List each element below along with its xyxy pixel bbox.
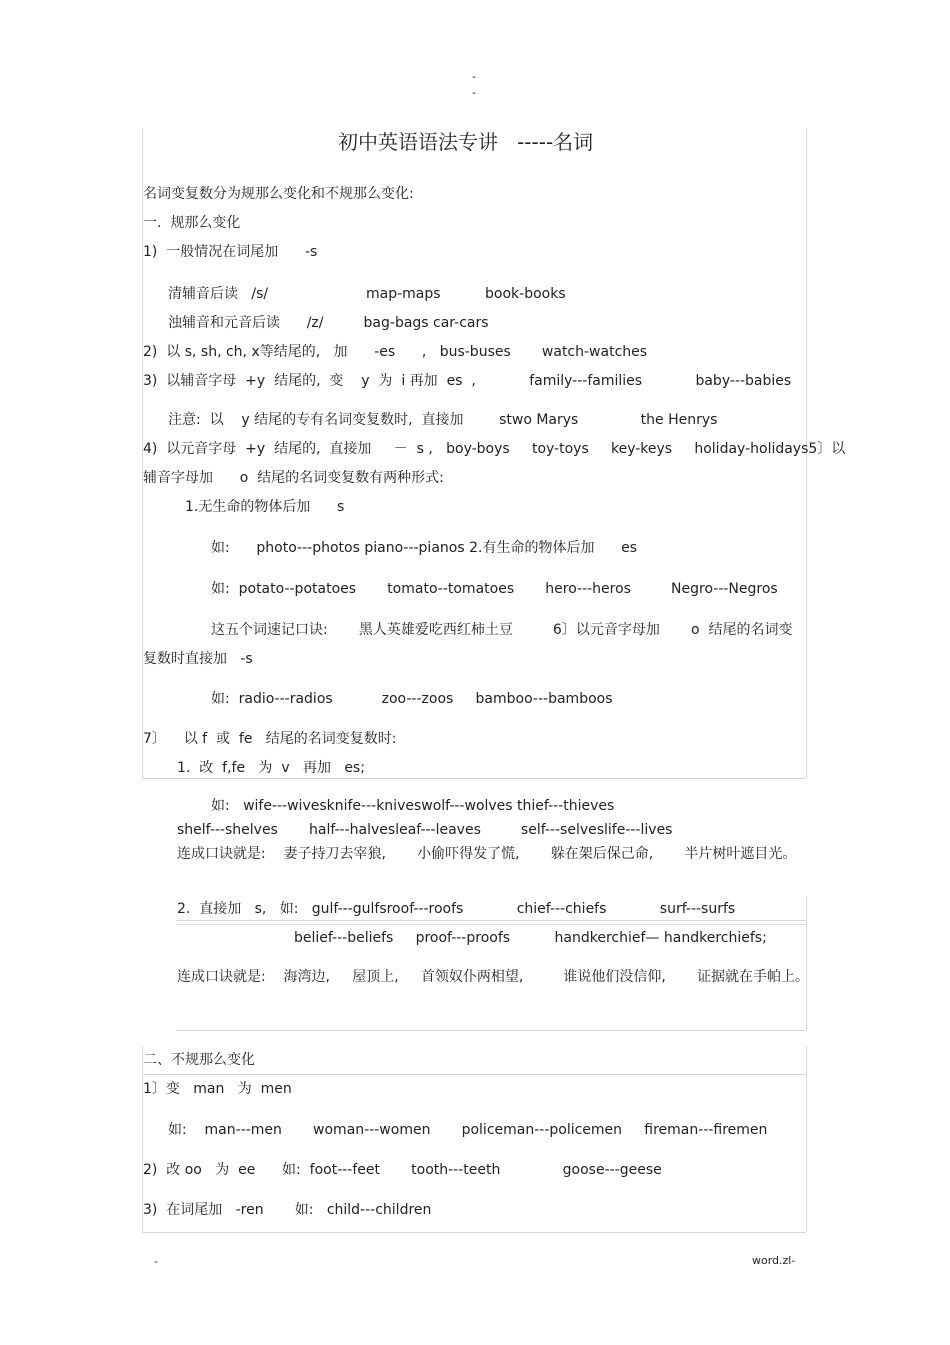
text-line-13: 如: potato--potatoes tomato--tomatoes hero---heros Negro---Negros bbox=[211, 581, 778, 597]
box-divider-2a bbox=[176, 920, 806, 921]
text-line-21: 连成口诀就是: 妻子持刀去宰狼, 小偷吓得发了慌, 躲在架后保己命, 半片树叶遮目光。 bbox=[177, 846, 797, 862]
box-bottom-border-3 bbox=[142, 1232, 806, 1233]
text-line-8: 注意: 以 y 结尾的专有名词变复数时, 直接加 stwo Marys the Henrys bbox=[168, 412, 718, 428]
text-line-20: shelf---shelves half---halvesleaf---leaves self---selveslife---lives bbox=[177, 822, 673, 838]
text-line-7: 3) 以辅音字母 +y 结尾的, 变 y 为 i 再加 es , family---families baby---babies bbox=[143, 373, 792, 389]
text-line-29: 3) 在词尾加 -ren 如: child---children bbox=[143, 1202, 432, 1218]
text-line-16: 如: radio---radios zoo---zoos bamboo---bamboos bbox=[211, 691, 613, 707]
box-right-border-2 bbox=[806, 896, 807, 1030]
text-line-1: 名词变复数分为规那么变化和不规那么变化: bbox=[143, 186, 414, 202]
text-line-5: 浊辅音和元音后读 /z/ bag-bags car-cars bbox=[168, 315, 489, 331]
text-line-12: 如: photo---photos piano---pianos 2.有生命的物体后加 es bbox=[211, 540, 638, 556]
text-line-19: 如: wife---wivesknife---kniveswolf---wolves thief---thieves bbox=[211, 798, 615, 814]
text-line-25: 二、不规那么变化 bbox=[143, 1052, 255, 1068]
box-bottom-border-1 bbox=[142, 778, 806, 779]
text-line-24: 连成口诀就是: 海湾边, 屋顶上, 首领奴仆两相望, 谁说他们没信仰, 证据就在手帕上。 bbox=[177, 969, 810, 985]
page-title: 初中英语语法专讲 -----名词 bbox=[338, 130, 594, 154]
text-line-15: 复数时直接加 -s bbox=[143, 651, 253, 667]
box-divider-3 bbox=[142, 1074, 806, 1075]
text-line-26: 1〕变 man 为 men bbox=[143, 1081, 292, 1097]
text-line-27: 如: man---men woman---women policeman---policemen fireman---firemen bbox=[168, 1122, 768, 1138]
footer-left-mark: - bbox=[154, 1255, 158, 1268]
text-line-2: 一. 规那么变化 bbox=[143, 215, 241, 231]
footer-right-text: word.zl- bbox=[752, 1254, 796, 1267]
text-line-28: 2) 改 oo 为 ee 如: foot---feet tooth---teeth goose---geese bbox=[143, 1162, 662, 1178]
text-line-6: 2) 以 s, sh, ch, x等结尾的, 加 -es , bus-buses watch-watches bbox=[143, 344, 648, 360]
header-mark-1: - bbox=[472, 70, 476, 83]
text-line-22: 2. 直接加 s, 如: gulf---gulfsroof---roofs chief---chiefs surf---surfs bbox=[177, 901, 736, 917]
text-line-18: 1. 改 f,fe 为 v 再加 es; bbox=[177, 760, 365, 776]
box-divider-2b bbox=[176, 924, 806, 925]
box-bottom-border-2 bbox=[176, 1030, 806, 1031]
text-line-3: 1) 一般情况在词尾加 -s bbox=[143, 244, 318, 260]
text-line-10: 辅音字母加 o 结尾的名词变复数有两种形式: bbox=[143, 470, 444, 486]
text-line-9: 4) 以元音字母 +y 结尾的, 直接加 － s , boy-boys toy-toys key-keys holiday-holidays5〕以 bbox=[143, 441, 846, 457]
box-right-border-3 bbox=[806, 1046, 807, 1232]
text-line-23: belief---beliefs proof---proofs handkerchief— handkerchiefs; bbox=[294, 930, 767, 946]
text-line-4: 清辅音后读 /s/ map-maps book-books bbox=[168, 286, 566, 302]
text-line-17: 7〕 以 f 或 fe 结尾的名词变复数时: bbox=[143, 731, 397, 747]
text-line-11: 1.无生命的物体后加 s bbox=[185, 499, 345, 515]
header-mark-2: - bbox=[472, 86, 476, 99]
text-line-14: 这五个词速记口诀: 黑人英雄爱吃西红柿土豆 6〕以元音字母加 o 结尾的名词变 bbox=[211, 622, 793, 638]
